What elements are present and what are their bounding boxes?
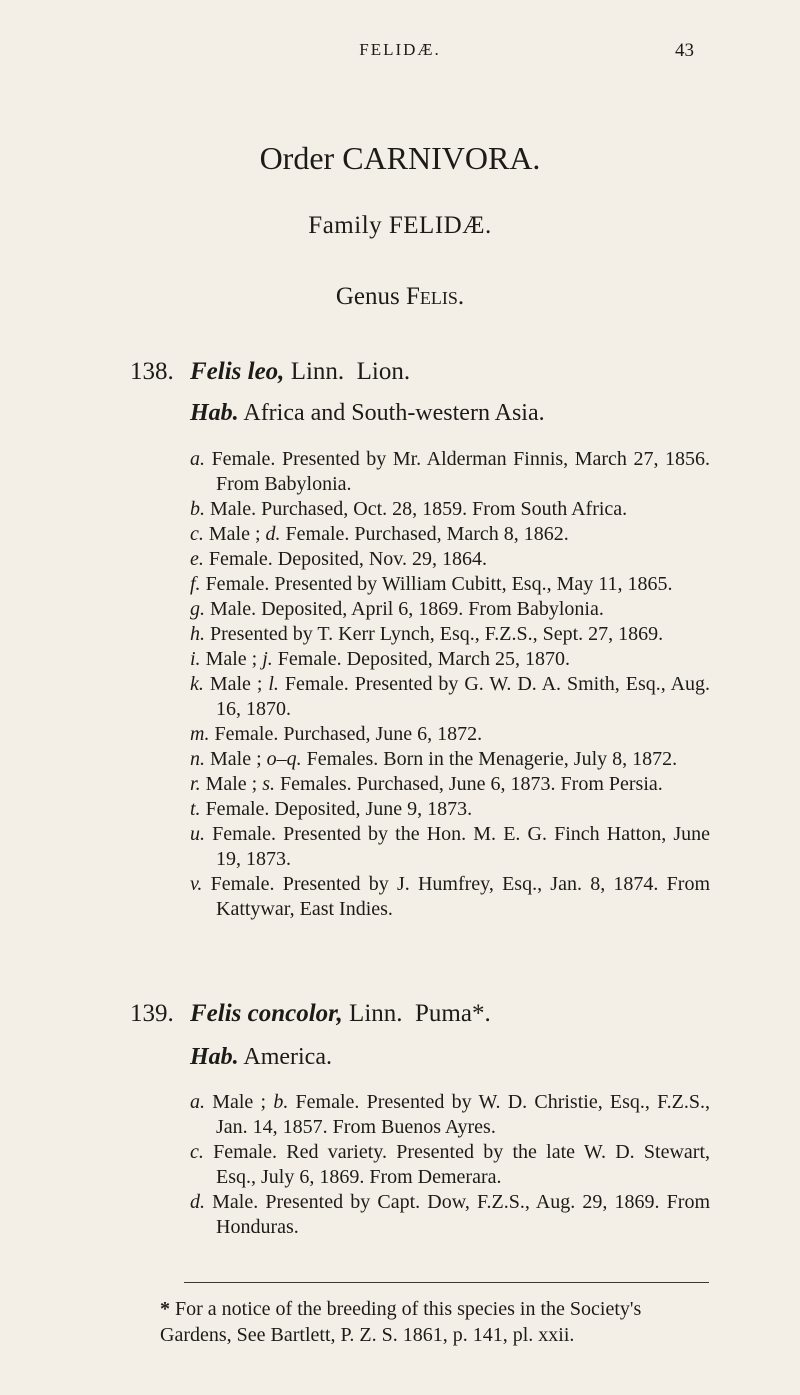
footnote-text: For a notice of the breeding of this species in the Society's Gardens, See Bartlett, P. Z. S. 1861, p. 141, pl. xxii.: [160, 1298, 642, 1346]
habitat-line: [190, 400, 545, 427]
specimen-entry: c. Male ; d. Female. Purchased, March 8, 1862.: [190, 523, 569, 545]
species-common-name: Puma*.: [415, 1000, 491, 1027]
footnote: [160, 1296, 710, 1348]
species-title: [190, 1000, 491, 1028]
specimen-entry: k. Male ; l. Female. Presented by G. W. D. A. Smith, Esq., Aug. 16, 1870.: [190, 673, 711, 720]
habitat-line: [190, 1044, 332, 1071]
specimen-entry: a. Female. Presented by Mr. Alderman Finnis, March 27, 1856. From Babylonia.: [190, 448, 711, 495]
species-number: 139.: [130, 1000, 174, 1027]
specimen-entry: e. Female. Deposited, Nov. 29, 1864.: [190, 548, 487, 570]
specimen-entry: i. Male ; j. Female. Deposited, March 25, 1870.: [190, 648, 570, 670]
habitat-text: America.: [243, 1044, 332, 1070]
species-authority: Linn.: [349, 1000, 403, 1027]
running-title: FELIDÆ.: [359, 40, 441, 59]
family-heading: Family FELIDÆ.: [308, 212, 492, 239]
species-number: 138.: [130, 358, 174, 385]
species-title: [190, 358, 410, 386]
specimen-entry: m. Female. Purchased, June 6, 1872.: [190, 723, 483, 745]
specimen-entry: n. Male ; o–q. Females. Born in the Menagerie, July 8, 1872.: [190, 748, 678, 770]
page-number: 43: [675, 40, 694, 61]
genus-heading: [0, 283, 800, 311]
specimen-entry: v. Female. Presented by J. Humfrey, Esq., Jan. 8, 1874. From Kattywar, East Indies.: [190, 873, 710, 920]
specimen-entry: c. Female. Red variety. Presented by the late W. D. Stewart, Esq., July 6, 1869. From Demerara.: [190, 1141, 711, 1188]
running-head: [0, 40, 800, 64]
specimen-entry: h. Presented by T. Kerr Lynch, Esq., F.Z.S., Sept. 27, 1869.: [190, 623, 664, 645]
habitat-label: Hab.: [190, 400, 239, 426]
habitat-label: Hab.: [190, 1044, 239, 1070]
specimen-entry: u. Female. Presented by the Hon. M. E. G. Finch Hatton, June 19, 1873.: [190, 823, 711, 870]
specimen-list: [190, 1090, 710, 1240]
footnote-mark: *: [160, 1298, 170, 1320]
species-name: Felis leo,: [190, 358, 285, 385]
specimen-entry: a. Male ; b. Female. Presented by W. D. Christie, Esq., F.Z.S., Jan. 14, 1857. From Buenos Ayres.: [190, 1091, 710, 1138]
genus-word: Genus: [335, 283, 400, 310]
specimen-entry: t. Female. Deposited, June 9, 1873.: [190, 798, 473, 820]
specimen-entry: f. Female. Presented by William Cubitt, Esq., May 11, 1865.: [190, 573, 673, 595]
specimen-entry: d. Male. Presented by Capt. Dow, F.Z.S., Aug. 29, 1869. From Honduras.: [190, 1191, 710, 1238]
specimen-list: [190, 447, 710, 922]
species-common-name: Lion.: [356, 358, 411, 385]
specimen-entry: g. Male. Deposited, April 6, 1869. From Babylonia.: [190, 598, 604, 620]
specimen-entry: r. Male ; s. Females. Purchased, June 6, 1873. From Persia.: [190, 773, 663, 795]
specimen-entry: b. Male. Purchased, Oct. 28, 1859. From South Africa.: [190, 498, 628, 520]
order-heading: Order CARNIVORA.: [259, 140, 541, 176]
species-authority: Linn.: [290, 358, 345, 385]
species-name: Felis concolor,: [190, 1000, 343, 1027]
habitat-text: Africa and South-western Asia.: [243, 400, 545, 426]
genus-name: Felis.: [405, 283, 465, 310]
footnote-divider: [184, 1282, 709, 1283]
